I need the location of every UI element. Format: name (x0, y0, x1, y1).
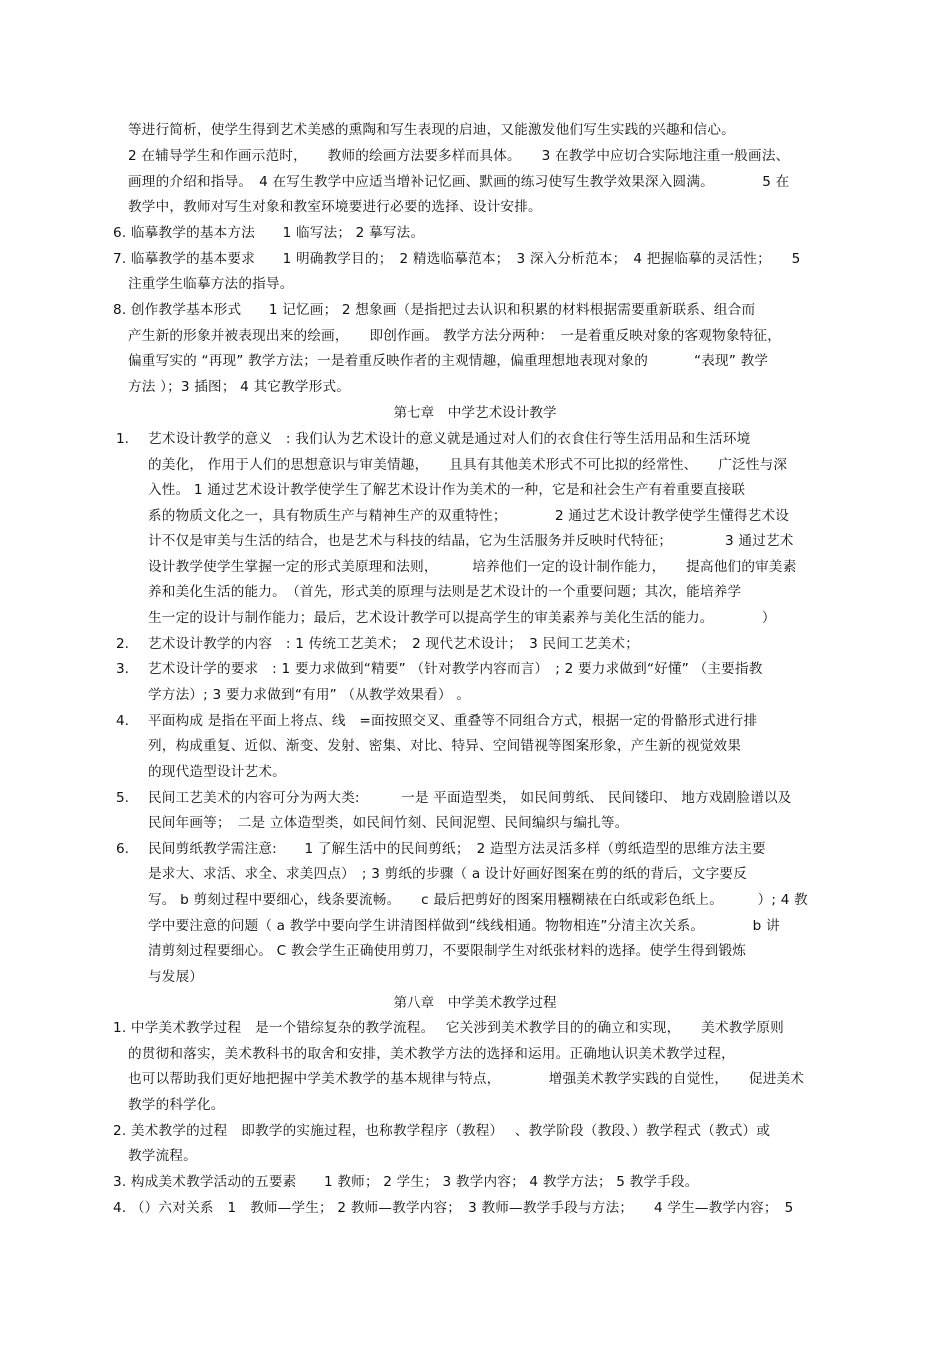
text-line: 的现代造型设计艺术。 (148, 764, 286, 780)
chapter-title: 第八章 中学美术教学过程 (393, 995, 557, 1011)
list-item-4: 4. （）六对关系 1 教师—学生； 2 教师—教学内容； 3 教师—教学手段与方法； 4 学生—教学内容； 5 (113, 1200, 794, 1216)
text-line: 养和美化生活的能力。 （首先，形式美的原理与法则是艺术设计的一个重要问题；其次，能培养学 (148, 584, 742, 600)
list-item-1: 1. 中学美术教学过程 是一个错综复杂的教学流程。 它关涉到美术教学目的的确立和实现， 美术教学原则 (113, 1020, 784, 1036)
item-number: 6. (116, 841, 129, 857)
text-line: 清剪刻过程要细心。 C 教会学生正确使用剪刀，不要限制学生对纸张材料的选择。使学生得到锻炼 (148, 943, 747, 959)
text-line: 民间年画等； 二是 立体造型类，如民间竹刻、民间泥塑、民间编织与编扎等。 (148, 815, 629, 831)
text-line: 方法 ）；3 插图； 4 其它教学形式。 (128, 379, 351, 395)
list-item-6: 6. 临摹教学的基本方法 1 临写法； 2 摹写法。 (113, 225, 425, 241)
text-line: 教学的科学化。 (128, 1097, 225, 1113)
item-number: 5. (116, 790, 129, 806)
text-line: 也可以帮助我们更好地把握中学美术教学的基本规律与特点， 增强美术教学实践的自觉性， 促进美术 (128, 1071, 805, 1087)
text-line: 列，构成重复、近似、渐变、发射、密集、对比、特异、空间错视等图案形象，产生新的视觉效果 (148, 738, 742, 754)
text-line: 学中要注意的问题（ a 教学中要向学生讲清图样做到“线线相通。物物相连”分清主次关系。 b 讲 (148, 918, 780, 934)
text-line: 民间工艺美术的内容可分为两大类: 一是 平面造型类， 如民间剪纸、 民间镂印、 地方戏剧脸谱以及 (148, 790, 792, 806)
text-line: 艺术设计教学的意义 : 我们认为艺术设计的意义就是通过对人们的衣食住行等生活用品和生活环境 (148, 431, 751, 447)
text-line: 是求大、求活、求全、求美四点） ; 3 剪纸的步骤（ a 设计好画好图案在剪的纸的背后，文字要反 (148, 866, 747, 882)
text-line: 教学流程。 (128, 1148, 197, 1164)
text-line: 的贯彻和落实，美术教科书的取舍和安排，美术教学方法的选择和运用。正确地认识美术教学过程， (128, 1046, 735, 1062)
text-line: 平面构成 是指在平面上将点、线 =面按照交叉、重叠等不同组合方式，根据一定的骨骼形式进行排 (148, 713, 758, 729)
text-line: 等进行简析，使学生得到艺术美感的熏陶和写生表现的启迪，又能激发他们写生实践的兴趣和信心。 (128, 122, 735, 138)
text-line: 2 在辅导学生和作画示范时， 教师的绘画方法要多样而具体。 3 在教学中应切合实际地注重一般画法、 (128, 148, 790, 164)
text-line: 注重学生临摹方法的指导。 (128, 276, 294, 292)
text-line: 艺术设计学的要求 : 1 要力求做到“精要” （针对教学内容而言） ; 2 要力求做到“好懂” （主要指教 (148, 661, 763, 677)
list-item-2: 2. 美术教学的过程 即教学的实施过程，也称教学程序（教程） 、教学阶段（教段、）教学程式（教式）或 (113, 1123, 771, 1139)
list-item-7: 7. 临摹教学的基本要求 1 明确教学目的； 2 精选临摹范本； 3 深入分析范本； 4 把握临摹的灵活性； 5 (113, 251, 801, 267)
item-number: 4. (116, 713, 129, 729)
list-item-3: 3. 构成美术教学活动的五要素 1 教师； 2 学生； 3 教学内容； 4 教学方法； 5 教学手段。 (113, 1174, 699, 1190)
item-number: 1. (116, 431, 129, 447)
text-line: 写。 b 剪刻过程中要细心，线条要流畅。 c 最后把剪好的图案用糨糊裱在白纸或彩色纸上。 ）; 4 教 (148, 892, 808, 908)
text-line: 产生新的形象并被表现出来的绘画， 即创作画。 教学方法分两种： 一是着重反映对象的客观物象特征， (128, 328, 782, 344)
text-line: 系的物质文化之一，具有物质生产与精神生产的双重特性； 2 通过艺术设计教学使学生懂得艺术设 (148, 508, 790, 524)
text-line: 画理的介绍和指导。 4 在写生教学中应适当增补记忆画、默画的练习使写生教学效果深入圆满。 5 在 (128, 174, 790, 190)
list-item-8: 8. 创作教学基本形式 1 记忆画； 2 想象画（是指把过去认识和积累的材料根据需要重新联系、组合而 (113, 302, 756, 318)
text-line: 民间剪纸教学需注意: 1 了解生活中的民间剪纸； 2 造型方法灵活多样（剪纸造型的思维方法主要 (148, 841, 766, 857)
text-line: 偏重写实的 “再现” 教学方法；一是着重反映作者的主观情趣，偏重理想地表现对象的 “表现” 教学 (128, 353, 769, 369)
item-number: 2. (116, 636, 129, 652)
text-line: 入性。 1 通过艺术设计教学使学生了解艺术设计作为美术的一种，它是和社会生产有着重要直接联 (148, 482, 746, 498)
text-line: 设计教学使学生掌握一定的形式美原理和法则， 培养他们一定的设计制作能力， 提高他们的审美素 (148, 559, 797, 575)
text-line: 的美化， 作用于人们的思想意识与审美情趣， 且具有其他美术形式不可比拟的经常性、 广泛性与深 (148, 457, 788, 473)
text-line: 与发展） (148, 969, 204, 985)
text-line: 生一定的设计与制作能力；最后，艺术设计教学可以提高学生的审美素养与美化生活的能力。 ） (148, 610, 776, 626)
chapter-title: 第七章 中学艺术设计教学 (393, 405, 557, 421)
text-line: 艺术设计教学的内容 : 1 传统工艺美术； 2 现代艺术设计； 3 民间工艺美术； (148, 636, 640, 652)
text-line: 计不仅是审美与生活的结合，也是艺术与科技的结晶，它为生活服务并反映时代特征； 3 通过艺术 (148, 533, 794, 549)
item-number: 3. (116, 661, 129, 677)
text-line: 学方法）; 3 要力求做到“有用” （从教学效果看） 。 (148, 687, 471, 703)
text-line: 教学中，教师对写生对象和教室环境要进行必要的选择、设计安排。 (128, 199, 542, 215)
